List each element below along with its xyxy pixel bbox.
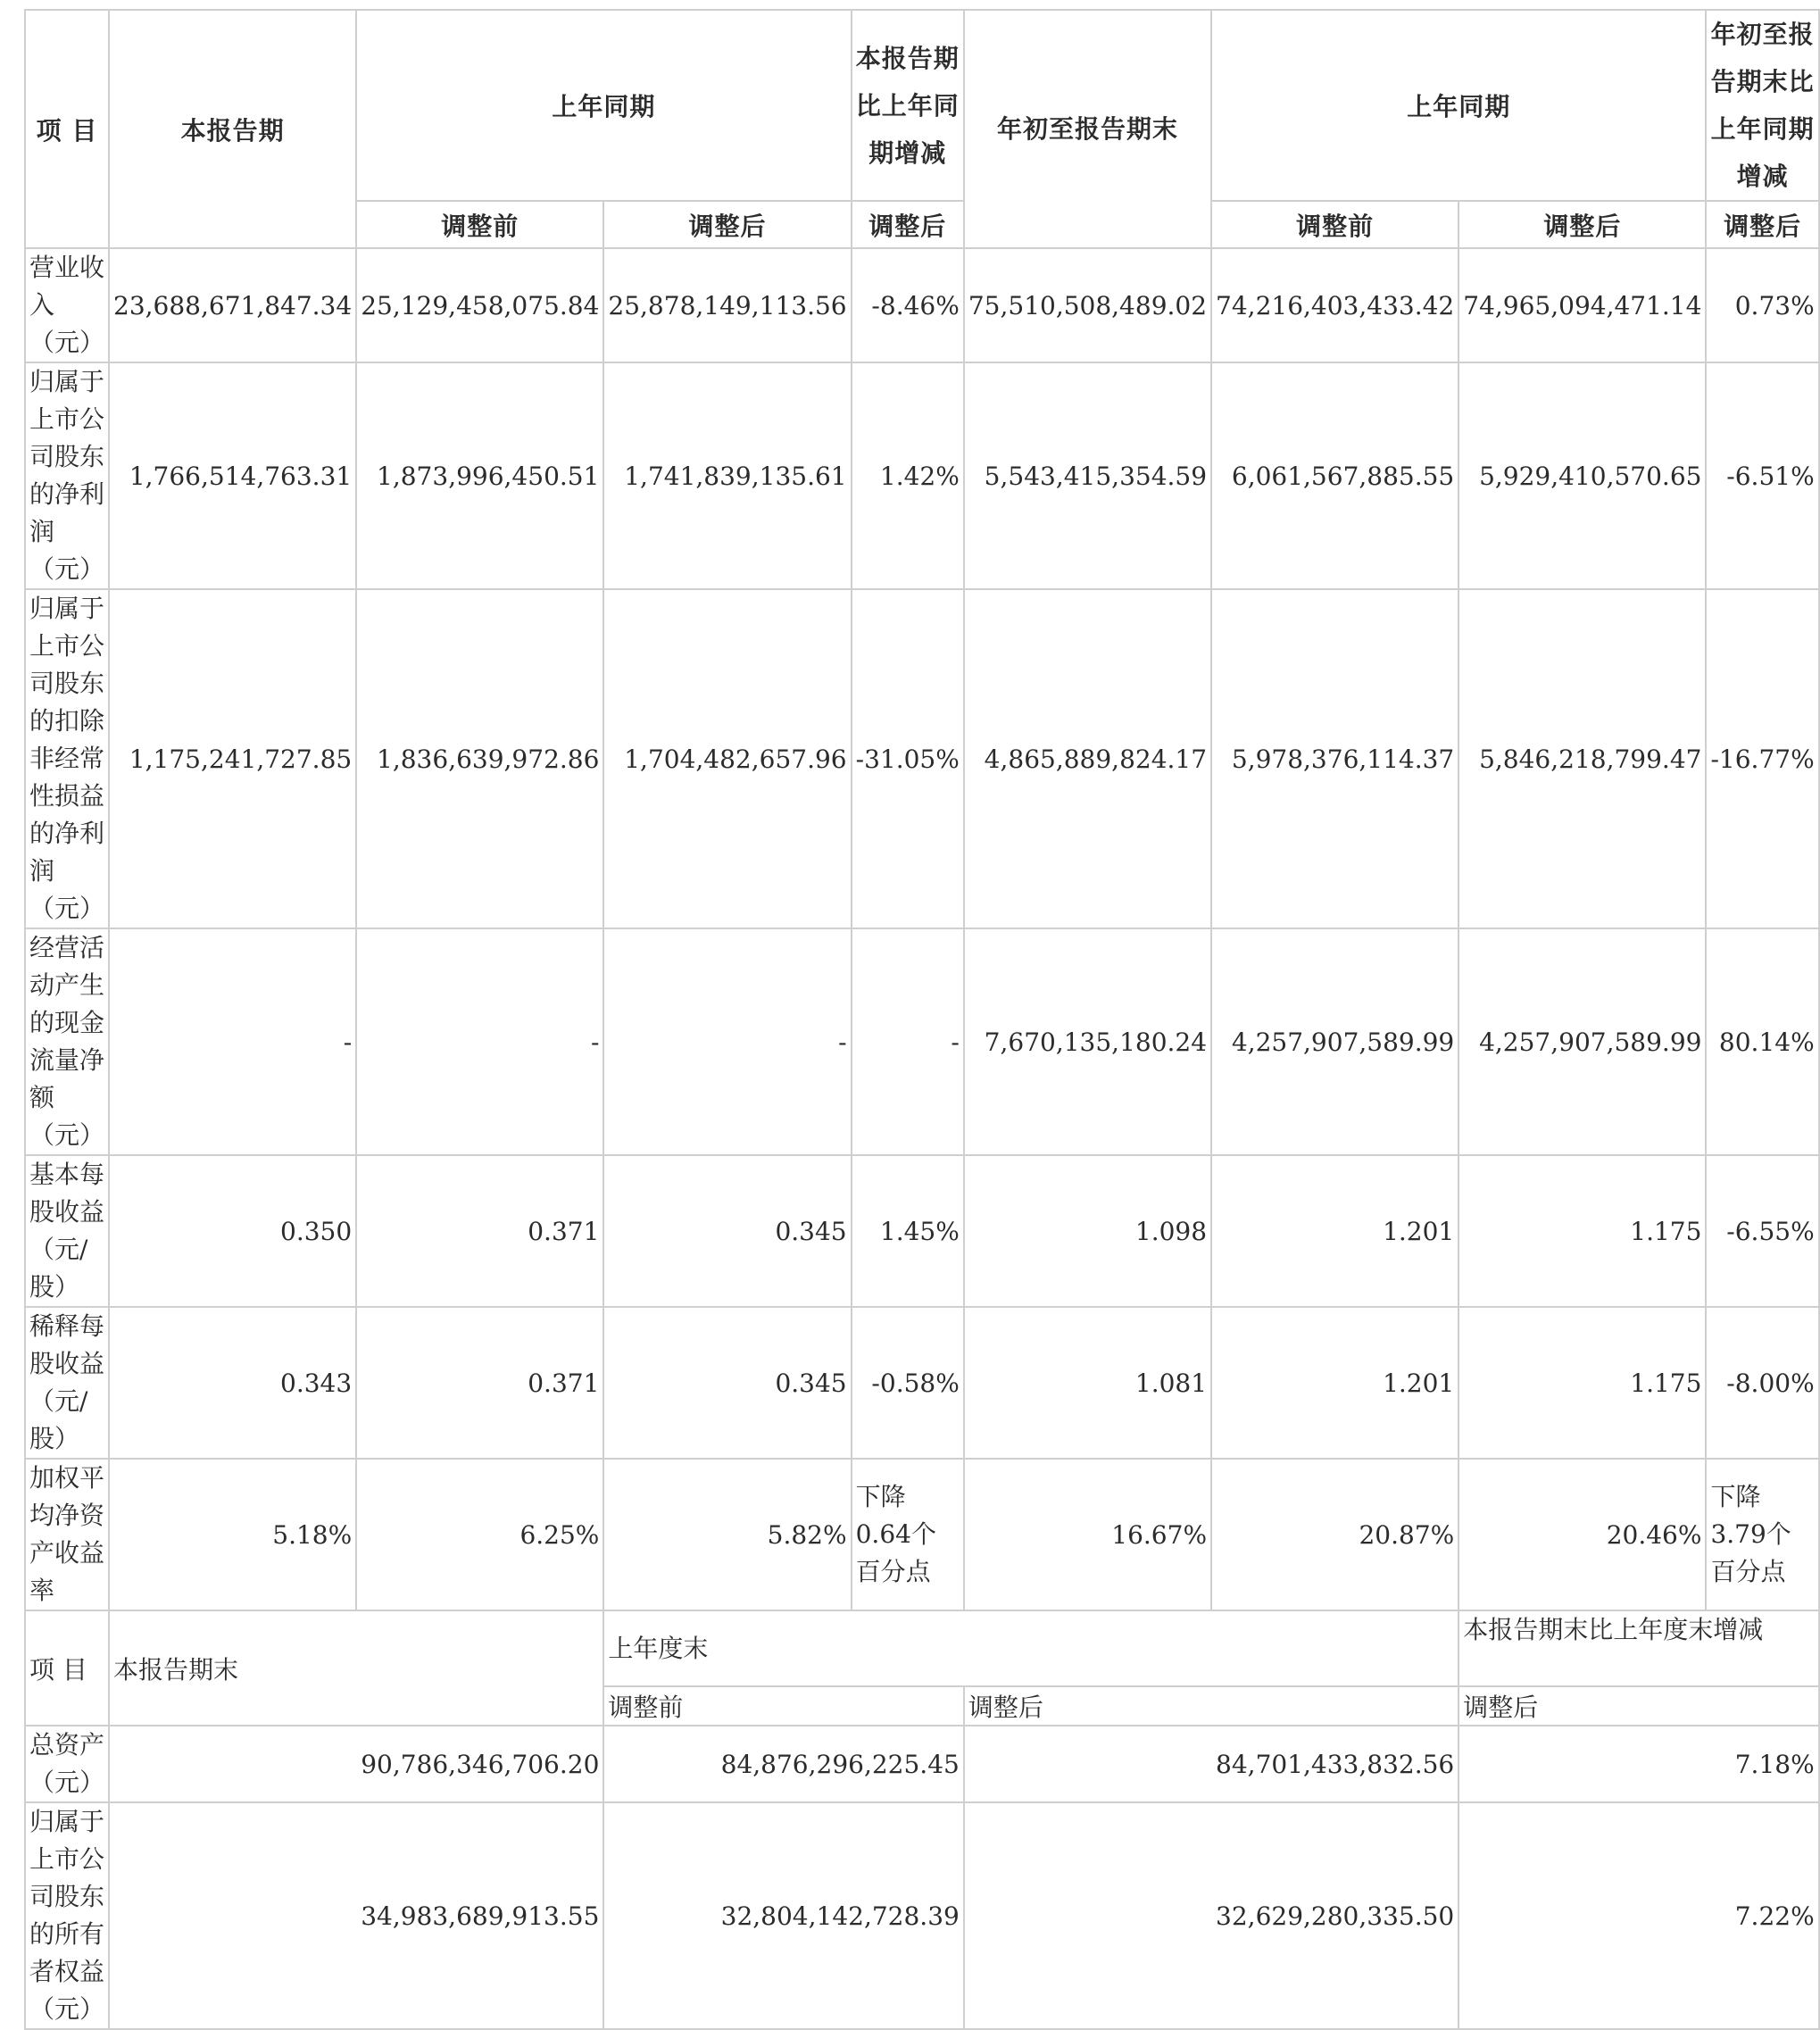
cell-change: -0.58% [852, 1307, 964, 1459]
cell-change: - [852, 928, 964, 1155]
cell-period-end: 90,786,346,706.20 [109, 1726, 603, 1802]
cell-prior-before: 1,873,996,450.51 [356, 362, 603, 589]
cell-last-year-before: 32,804,142,728.39 [603, 1802, 963, 2029]
cell-ytd: 7,670,135,180.24 [964, 928, 1211, 1155]
row-label: 经营活动产生的现金流量净额（元） [25, 928, 109, 1155]
cell-prior-after: 0.345 [603, 1307, 851, 1459]
header-ytd-change: 年初至报告期末比上年同期增减 [1706, 10, 1818, 201]
cell-prior-before: 6.25% [356, 1459, 603, 1610]
cell-ytd: 4,865,889,824.17 [964, 589, 1211, 928]
cell-ytd: 1.098 [964, 1155, 1211, 1307]
row-label: 归属于上市公司股东的净利润（元） [25, 362, 109, 589]
balance-header-change: 本报告期末比上年度末增减 [1458, 1610, 1818, 1686]
cell-current: 0.343 [109, 1307, 356, 1459]
subheader-after: 调整后 [603, 201, 851, 248]
cell-ytd-before: 1.201 [1211, 1307, 1458, 1459]
cell-ytd-after: 5,929,410,570.65 [1458, 362, 1706, 589]
cell-ytd-change: -8.00% [1706, 1307, 1818, 1459]
row-label: 稀释每股收益（元/股） [25, 1307, 109, 1459]
balance-header-last-year-end: 上年度末 [603, 1610, 1458, 1686]
subheader-ytd-change-after: 调整后 [1706, 201, 1818, 248]
cell-ytd-after: 5,846,218,799.47 [1458, 589, 1706, 928]
header-period-change: 本报告期比上年同期增减 [852, 10, 964, 201]
subheader-after-ytd: 调整后 [1458, 201, 1706, 248]
cell-prior-after: - [603, 928, 851, 1155]
cell-prior-after: 1,741,839,135.61 [603, 362, 851, 589]
cell-ytd-before: 20.87% [1211, 1459, 1458, 1610]
subheader-before: 调整前 [356, 201, 603, 248]
cell-ytd-change: -16.77% [1706, 589, 1818, 928]
cell-ytd-change: -6.55% [1706, 1155, 1818, 1307]
subheader-change-after: 调整后 [852, 201, 964, 248]
row-label: 归属于上市公司股东的扣除非经常性损益的净利润（元） [25, 589, 109, 928]
cell-current: 5.18% [109, 1459, 356, 1610]
cell-change: -8.46% [852, 248, 964, 362]
cell-ytd: 1.081 [964, 1307, 1211, 1459]
balance-header-item: 项 目 [25, 1610, 109, 1726]
cell-ytd-change: 下降3.79个百分点 [1706, 1459, 1818, 1610]
cell-ytd-change: 0.73% [1706, 248, 1818, 362]
cell-ytd: 16.67% [964, 1459, 1211, 1610]
cell-balance-change: 7.18% [1458, 1726, 1818, 1802]
cell-current: 23,688,671,847.34 [109, 248, 356, 362]
header-prior-ytd: 上年同期 [1211, 10, 1706, 201]
financial-data-table [24, 9, 1820, 2030]
cell-prior-before: 25,129,458,075.84 [356, 248, 603, 362]
cell-ytd-after: 20.46% [1458, 1459, 1706, 1610]
cell-period-end: 34,983,689,913.55 [109, 1802, 603, 2029]
cell-ytd-before: 6,061,567,885.55 [1211, 362, 1458, 589]
cell-ytd-change: -6.51% [1706, 362, 1818, 589]
cell-ytd-before: 4,257,907,589.99 [1211, 928, 1458, 1155]
cell-ytd-change: 80.14% [1706, 928, 1818, 1155]
cell-ytd-after: 74,965,094,471.14 [1458, 248, 1706, 362]
cell-prior-after: 5.82% [603, 1459, 851, 1610]
table-row [25, 362, 1819, 589]
cell-ytd-after: 1.175 [1458, 1307, 1706, 1459]
cell-current: 0.350 [109, 1155, 356, 1307]
row-label: 加权平均净资产收益率 [25, 1459, 109, 1610]
table-row [25, 1726, 1819, 1802]
cell-current: - [109, 928, 356, 1155]
cell-prior-before: 0.371 [356, 1155, 603, 1307]
table-row [25, 1307, 1819, 1459]
header-ytd: 年初至报告期末 [964, 10, 1211, 248]
cell-last-year-before: 84,876,296,225.45 [603, 1726, 963, 1802]
cell-prior-after: 0.345 [603, 1155, 851, 1307]
cell-current: 1,766,514,763.31 [109, 362, 356, 589]
cell-ytd: 5,543,415,354.59 [964, 362, 1211, 589]
balance-row-label: 归属于上市公司股东的所有者权益（元） [25, 1802, 109, 2029]
cell-prior-after: 1,704,482,657.96 [603, 589, 851, 928]
cell-change: 下降0.64个百分点 [852, 1459, 964, 1610]
table-row [25, 1802, 1819, 2029]
cell-ytd-after: 4,257,907,589.99 [1458, 928, 1706, 1155]
table-row [25, 1459, 1819, 1610]
cell-ytd-before: 1.201 [1211, 1155, 1458, 1307]
balance-header-period-end: 本报告期末 [109, 1610, 603, 1726]
cell-current: 1,175,241,727.85 [109, 589, 356, 928]
table-row [25, 928, 1819, 1155]
row-label: 基本每股收益（元/股） [25, 1155, 109, 1307]
cell-last-year-after: 32,629,280,335.50 [964, 1802, 1458, 2029]
subheader-before-ytd: 调整前 [1211, 201, 1458, 248]
cell-change: 1.42% [852, 362, 964, 589]
cell-ytd-before: 5,978,376,114.37 [1211, 589, 1458, 928]
row-label: 营业收入（元） [25, 248, 109, 362]
cell-ytd-before: 74,216,403,433.42 [1211, 248, 1458, 362]
cell-prior-before: 0.371 [356, 1307, 603, 1459]
cell-prior-before: 1,836,639,972.86 [356, 589, 603, 928]
table-row [25, 1155, 1819, 1307]
cell-balance-change: 7.22% [1458, 1802, 1818, 2029]
balance-subheader-after: 调整后 [964, 1686, 1458, 1726]
cell-last-year-after: 84,701,433,832.56 [964, 1726, 1458, 1802]
balance-subheader-before: 调整前 [603, 1686, 963, 1726]
cell-ytd: 75,510,508,489.02 [964, 248, 1211, 362]
cell-prior-after: 25,878,149,113.56 [603, 248, 851, 362]
table-row [25, 248, 1819, 362]
cell-ytd-after: 1.175 [1458, 1155, 1706, 1307]
cell-prior-before: - [356, 928, 603, 1155]
header-current-period: 本报告期 [109, 10, 356, 248]
cell-change: 1.45% [852, 1155, 964, 1307]
balance-subheader-change-after: 调整后 [1458, 1686, 1818, 1726]
header-prior-period: 上年同期 [356, 10, 851, 201]
table-row [25, 589, 1819, 928]
balance-row-label: 总资产（元） [25, 1726, 109, 1802]
header-item: 项 目 [25, 10, 109, 248]
cell-change: -31.05% [852, 589, 964, 928]
